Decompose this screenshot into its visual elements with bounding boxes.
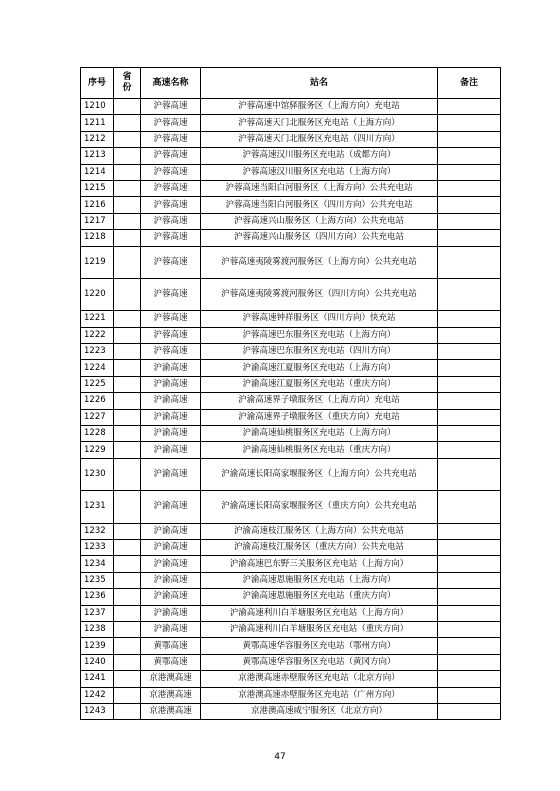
seq-cell: 1238 xyxy=(81,621,114,637)
notes-cell xyxy=(438,344,501,360)
station-cell: 沪渝高速巴东野三关服务区充电站（上海方向） xyxy=(201,556,438,572)
highway-cell: 沪蓉高速 xyxy=(141,213,201,229)
table-row xyxy=(81,426,501,442)
table-row xyxy=(81,197,501,213)
seq-cell: 1218 xyxy=(81,230,114,246)
province-cell xyxy=(114,99,141,115)
highway-cell: 沪渝高速 xyxy=(141,605,201,621)
highway-cell: 沪渝高速 xyxy=(141,589,201,605)
station-cell: 京港澳高速赤壁服务区充电站（北京方向） xyxy=(201,671,438,687)
seq-cell: 1225 xyxy=(81,376,114,392)
notes-cell xyxy=(438,687,501,703)
seq-cell: 1233 xyxy=(81,539,114,555)
highway-cell: 沪蓉高速 xyxy=(141,148,201,164)
province-cell xyxy=(114,671,141,687)
table-row xyxy=(81,539,501,555)
station-cell: 沪渝高速界子墩服务区（上海方向）充电站 xyxy=(201,393,438,409)
table-row xyxy=(81,638,501,654)
province-cell xyxy=(114,589,141,605)
highway-cell: 沪蓉高速 xyxy=(141,344,201,360)
province-cell xyxy=(114,360,141,376)
seq-cell: 1216 xyxy=(81,197,114,213)
notes-cell xyxy=(438,621,501,637)
header-row xyxy=(81,68,501,99)
notes-cell xyxy=(438,605,501,621)
station-cell: 沪渝高速界子墩服务区（重庆方向）充电站 xyxy=(201,409,438,425)
page-number: 47 xyxy=(274,752,286,762)
highway-cell: 沪蓉高速 xyxy=(141,246,201,278)
station-cell: 沪蓉高速钟祥服务区（四川方向）快充站 xyxy=(201,311,438,327)
notes-cell xyxy=(438,654,501,670)
seq-cell: 1210 xyxy=(81,99,114,115)
province-cell xyxy=(114,605,141,621)
notes-cell xyxy=(438,638,501,654)
notes-cell xyxy=(438,99,501,115)
notes-cell xyxy=(438,556,501,572)
table-row xyxy=(81,409,501,425)
province-cell xyxy=(114,327,141,343)
header-province-label: 省份 xyxy=(122,72,132,93)
table-row xyxy=(81,311,501,327)
station-cell: 沪蓉高速汉川服务区充电站（上海方向） xyxy=(201,164,438,180)
province-cell xyxy=(114,409,141,425)
station-cell: 沪渝高速枝江服务区（重庆方向）公共充电站 xyxy=(201,539,438,555)
notes-cell xyxy=(438,164,501,180)
station-cell: 沪渝高速长阳高家堰服务区（上海方向）公共充电站 xyxy=(201,458,438,490)
seq-cell: 1220 xyxy=(81,278,114,310)
table-row xyxy=(81,393,501,409)
notes-cell xyxy=(438,115,501,131)
table-row xyxy=(81,523,501,539)
station-cell: 沪蓉高速天门北服务区充电站（上海方向） xyxy=(201,115,438,131)
province-cell xyxy=(114,556,141,572)
seq-cell: 1215 xyxy=(81,180,114,196)
highway-cell: 沪渝高速 xyxy=(141,360,201,376)
header-province xyxy=(114,68,141,99)
province-cell xyxy=(114,638,141,654)
table-row xyxy=(81,458,501,490)
seq-cell: 1239 xyxy=(81,638,114,654)
table-row xyxy=(81,213,501,229)
station-cell: 沪蓉高速兴山服务区（上海方向）公共充电站 xyxy=(201,213,438,229)
table-row xyxy=(81,442,501,458)
notes-cell xyxy=(438,230,501,246)
highway-cell: 沪蓉高速 xyxy=(141,327,201,343)
province-cell xyxy=(114,687,141,703)
table-body xyxy=(81,99,501,720)
highway-cell: 沪渝高速 xyxy=(141,426,201,442)
station-cell: 京港澳高速咸宁服务区（北京方向） xyxy=(201,703,438,719)
highway-cell: 沪渝高速 xyxy=(141,572,201,588)
seq-cell: 1219 xyxy=(81,246,114,278)
station-cell: 黄鄂高速华容服务区充电站（鄂州方向） xyxy=(201,638,438,654)
seq-cell: 1229 xyxy=(81,442,114,458)
highway-cell: 沪蓉高速 xyxy=(141,278,201,310)
province-cell xyxy=(114,164,141,180)
station-cell: 沪渝高速仙桃服务区充电站（上海方向） xyxy=(201,426,438,442)
province-cell xyxy=(114,311,141,327)
table-row xyxy=(81,344,501,360)
seq-cell: 1221 xyxy=(81,311,114,327)
notes-cell xyxy=(438,376,501,392)
table-row xyxy=(81,605,501,621)
table-row xyxy=(81,703,501,719)
notes-cell xyxy=(438,539,501,555)
seq-cell: 1242 xyxy=(81,687,114,703)
province-cell xyxy=(114,344,141,360)
province-cell xyxy=(114,572,141,588)
table-row xyxy=(81,131,501,147)
header-highway: 高速名称 xyxy=(141,68,201,99)
table-row xyxy=(81,115,501,131)
province-cell xyxy=(114,278,141,310)
seq-cell: 1240 xyxy=(81,654,114,670)
province-cell xyxy=(114,523,141,539)
station-cell: 沪渝高速利川白羊塘服务区充电站（重庆方向） xyxy=(201,621,438,637)
station-cell: 沪渝高速江夏服务区充电站（上海方向） xyxy=(201,360,438,376)
station-cell: 黄鄂高速华容服务区充电站（黄冈方向） xyxy=(201,654,438,670)
highway-cell: 沪蓉高速 xyxy=(141,99,201,115)
table-row xyxy=(81,376,501,392)
province-cell xyxy=(114,376,141,392)
seq-cell: 1236 xyxy=(81,589,114,605)
highway-cell: 沪渝高速 xyxy=(141,393,201,409)
station-cell: 沪渝高速枝江服务区（上海方向）公共充电站 xyxy=(201,523,438,539)
highway-cell: 沪蓉高速 xyxy=(141,230,201,246)
table-row xyxy=(81,621,501,637)
table-row xyxy=(81,360,501,376)
notes-cell xyxy=(438,311,501,327)
notes-cell xyxy=(438,393,501,409)
seq-cell: 1224 xyxy=(81,360,114,376)
table-row xyxy=(81,572,501,588)
table-row xyxy=(81,687,501,703)
stations-table xyxy=(80,67,501,720)
station-cell: 沪蓉高速当阳白河服务区（上海方向）公共充电站 xyxy=(201,180,438,196)
seq-cell: 1243 xyxy=(81,703,114,719)
seq-cell: 1230 xyxy=(81,458,114,490)
notes-cell xyxy=(438,213,501,229)
highway-cell: 沪蓉高速 xyxy=(141,131,201,147)
highway-cell: 沪蓉高速 xyxy=(141,197,201,213)
station-cell: 沪渝高速长阳高家堰服务区（重庆方向）公共充电站 xyxy=(201,491,438,523)
notes-cell xyxy=(438,360,501,376)
highway-cell: 沪蓉高速 xyxy=(141,115,201,131)
highway-cell: 沪蓉高速 xyxy=(141,180,201,196)
notes-cell xyxy=(438,131,501,147)
province-cell xyxy=(114,148,141,164)
station-cell: 沪蓉高速巴东服务区充电站（四川方向） xyxy=(201,344,438,360)
station-cell: 沪蓉高速夷陵雾渡河服务区（上海方向）公共充电站 xyxy=(201,246,438,278)
table-row xyxy=(81,164,501,180)
province-cell xyxy=(114,458,141,490)
highway-cell: 沪渝高速 xyxy=(141,491,201,523)
seq-cell: 1226 xyxy=(81,393,114,409)
notes-cell xyxy=(438,148,501,164)
highway-cell: 沪蓉高速 xyxy=(141,311,201,327)
province-cell xyxy=(114,442,141,458)
table-row xyxy=(81,148,501,164)
seq-cell: 1213 xyxy=(81,148,114,164)
province-cell xyxy=(114,654,141,670)
station-cell: 沪蓉高速夷陵雾渡河服务区（四川方向）公共充电站 xyxy=(201,278,438,310)
highway-cell: 沪渝高速 xyxy=(141,442,201,458)
seq-cell: 1237 xyxy=(81,605,114,621)
highway-cell: 京港澳高速 xyxy=(141,671,201,687)
highway-cell: 京港澳高速 xyxy=(141,703,201,719)
station-cell: 沪蓉高速巴东服务区充电站（上海方向） xyxy=(201,327,438,343)
notes-cell xyxy=(438,572,501,588)
table-row xyxy=(81,589,501,605)
header-station: 站名 xyxy=(201,68,438,99)
table-row xyxy=(81,246,501,278)
station-cell: 沪渝高速恩施服务区充电站（上海方向） xyxy=(201,572,438,588)
highway-cell: 黄鄂高速 xyxy=(141,654,201,670)
seq-cell: 1217 xyxy=(81,213,114,229)
notes-cell xyxy=(438,409,501,425)
province-cell xyxy=(114,246,141,278)
highway-cell: 沪渝高速 xyxy=(141,539,201,555)
seq-cell: 1241 xyxy=(81,671,114,687)
province-cell xyxy=(114,131,141,147)
table-row xyxy=(81,278,501,310)
highway-cell: 沪渝高速 xyxy=(141,409,201,425)
province-cell xyxy=(114,213,141,229)
province-cell xyxy=(114,230,141,246)
station-cell: 沪渝高速恩施服务区充电站（重庆方向） xyxy=(201,589,438,605)
highway-cell: 沪渝高速 xyxy=(141,556,201,572)
table-row xyxy=(81,327,501,343)
table-row xyxy=(81,491,501,523)
highway-cell: 京港澳高速 xyxy=(141,687,201,703)
province-cell xyxy=(114,539,141,555)
highway-cell: 沪渝高速 xyxy=(141,458,201,490)
province-cell xyxy=(114,426,141,442)
table-row xyxy=(81,230,501,246)
seq-cell: 1227 xyxy=(81,409,114,425)
seq-cell: 1232 xyxy=(81,523,114,539)
highway-cell: 沪渝高速 xyxy=(141,376,201,392)
header-seq: 序号 xyxy=(81,68,114,99)
seq-cell: 1234 xyxy=(81,556,114,572)
notes-cell xyxy=(438,671,501,687)
seq-cell: 1231 xyxy=(81,491,114,523)
province-cell xyxy=(114,180,141,196)
station-cell: 沪蓉高速汉川服务区充电站（成都方向） xyxy=(201,148,438,164)
province-cell xyxy=(114,197,141,213)
station-cell: 沪蓉高速当阳白河服务区（四川方向）公共充电站 xyxy=(201,197,438,213)
notes-cell xyxy=(438,703,501,719)
highway-cell: 沪渝高速 xyxy=(141,523,201,539)
table-row xyxy=(81,180,501,196)
table-row xyxy=(81,671,501,687)
province-cell xyxy=(114,393,141,409)
station-cell: 沪蓉高速天门北服务区充电站（四川方向） xyxy=(201,131,438,147)
seq-cell: 1223 xyxy=(81,344,114,360)
province-cell xyxy=(114,491,141,523)
notes-cell xyxy=(438,523,501,539)
notes-cell xyxy=(438,458,501,490)
seq-cell: 1235 xyxy=(81,572,114,588)
province-cell xyxy=(114,115,141,131)
seq-cell: 1214 xyxy=(81,164,114,180)
seq-cell: 1212 xyxy=(81,131,114,147)
station-cell: 京港澳高速赤壁服务区充电站（广州方向） xyxy=(201,687,438,703)
notes-cell xyxy=(438,327,501,343)
station-cell: 沪蓉高速中馆驿服务区（上海方向）充电站 xyxy=(201,99,438,115)
station-cell: 沪蓉高速兴山服务区（四川方向）公共充电站 xyxy=(201,230,438,246)
station-cell: 沪渝高速利川白羊塘服务区充电站（上海方向） xyxy=(201,605,438,621)
station-cell: 沪渝高速江夏服务区充电站（重庆方向） xyxy=(201,376,438,392)
notes-cell xyxy=(438,442,501,458)
station-cell: 沪渝高速仙桃服务区充电站（重庆方向） xyxy=(201,442,438,458)
notes-cell xyxy=(438,180,501,196)
table-row xyxy=(81,99,501,115)
highway-cell: 黄鄂高速 xyxy=(141,638,201,654)
notes-cell xyxy=(438,197,501,213)
highway-cell: 沪蓉高速 xyxy=(141,164,201,180)
province-cell xyxy=(114,703,141,719)
notes-cell xyxy=(438,246,501,278)
header-notes: 备注 xyxy=(438,68,501,99)
highway-cell: 沪渝高速 xyxy=(141,621,201,637)
notes-cell xyxy=(438,491,501,523)
table-row xyxy=(81,654,501,670)
notes-cell xyxy=(438,589,501,605)
notes-cell xyxy=(438,278,501,310)
notes-cell xyxy=(438,426,501,442)
seq-cell: 1222 xyxy=(81,327,114,343)
seq-cell: 1228 xyxy=(81,426,114,442)
table-row xyxy=(81,556,501,572)
province-cell xyxy=(114,621,141,637)
seq-cell: 1211 xyxy=(81,115,114,131)
